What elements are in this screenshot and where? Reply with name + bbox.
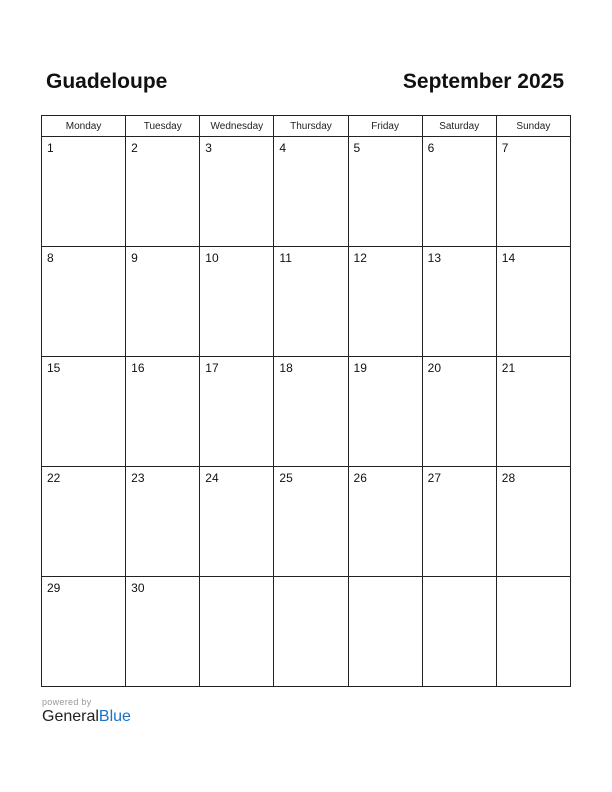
powered-by-text: powered by bbox=[42, 697, 92, 707]
day-number: 13 bbox=[427, 251, 442, 265]
day-cell bbox=[126, 357, 200, 467]
day-number: 3 bbox=[205, 141, 212, 155]
weekday-monday: Monday bbox=[42, 116, 126, 137]
weekday-header-row bbox=[42, 116, 571, 137]
week-row-1 bbox=[42, 137, 571, 247]
day-cell bbox=[200, 577, 274, 687]
day-number: 6 bbox=[427, 141, 435, 155]
week-row-2 bbox=[42, 247, 571, 357]
day-cell bbox=[200, 357, 274, 467]
day-number: 18 bbox=[279, 361, 293, 375]
day-cell bbox=[42, 577, 126, 687]
day-cell bbox=[274, 577, 348, 687]
day-cell bbox=[126, 577, 200, 687]
day-cell bbox=[496, 467, 570, 577]
region-title: Guadeloupe bbox=[46, 70, 168, 93]
day-cell bbox=[348, 357, 422, 467]
day-number: 25 bbox=[279, 471, 293, 485]
day-cell bbox=[422, 357, 496, 467]
day-number: 29 bbox=[47, 581, 61, 595]
day-cell bbox=[200, 467, 274, 577]
day-number bbox=[274, 577, 347, 581]
day-cell bbox=[496, 357, 570, 467]
day-number: 20 bbox=[427, 361, 442, 375]
day-cell bbox=[42, 137, 126, 247]
day-cell bbox=[126, 467, 200, 577]
day-cell bbox=[422, 577, 496, 687]
day-number: 21 bbox=[501, 361, 516, 375]
day-number: 24 bbox=[205, 471, 219, 485]
week-row-4 bbox=[42, 467, 571, 577]
day-number: 15 bbox=[47, 361, 61, 375]
day-cell bbox=[42, 357, 126, 467]
day-number: 11 bbox=[279, 251, 292, 265]
day-number: 19 bbox=[353, 361, 367, 375]
day-number: 5 bbox=[353, 141, 361, 155]
day-cell bbox=[42, 467, 126, 577]
day-number bbox=[497, 577, 570, 581]
day-number: 30 bbox=[131, 581, 145, 595]
day-number bbox=[423, 577, 496, 581]
day-number: 22 bbox=[47, 471, 61, 485]
day-number: 10 bbox=[205, 251, 219, 265]
brand-logo[interactable] bbox=[42, 708, 131, 726]
day-number bbox=[349, 577, 422, 581]
day-number bbox=[200, 577, 273, 581]
day-cell bbox=[496, 577, 570, 687]
week-row-3 bbox=[42, 357, 571, 467]
day-cell bbox=[496, 137, 570, 247]
month-title: September 2025 bbox=[402, 70, 564, 93]
day-number: 12 bbox=[353, 251, 367, 265]
day-number: 17 bbox=[205, 361, 219, 375]
day-cell bbox=[200, 247, 274, 357]
calendar-grid bbox=[41, 115, 571, 687]
day-number: 14 bbox=[501, 251, 516, 265]
day-number: 26 bbox=[353, 471, 367, 485]
day-cell bbox=[348, 467, 422, 577]
day-cell bbox=[274, 357, 348, 467]
brand-blue-text: Blue bbox=[98, 708, 131, 725]
day-number: 4 bbox=[279, 141, 287, 155]
day-cell bbox=[42, 247, 126, 357]
day-cell bbox=[274, 467, 348, 577]
day-cell bbox=[126, 137, 200, 247]
day-cell bbox=[422, 137, 496, 247]
day-cell bbox=[348, 577, 422, 687]
week-row-5 bbox=[42, 577, 571, 687]
weekday-thursday: Thursday bbox=[274, 116, 348, 137]
day-cell bbox=[422, 467, 496, 577]
day-cell bbox=[126, 247, 200, 357]
footer-branding bbox=[42, 697, 131, 726]
weekday-saturday: Saturday bbox=[422, 116, 496, 137]
weekday-tuesday: Tuesday bbox=[126, 116, 200, 137]
brand-general-text: General bbox=[42, 708, 99, 725]
day-number: 2 bbox=[131, 141, 138, 155]
day-number: 9 bbox=[131, 251, 138, 265]
day-cell bbox=[274, 247, 348, 357]
day-number: 23 bbox=[131, 471, 145, 485]
day-cell bbox=[200, 137, 274, 247]
day-number: 8 bbox=[47, 251, 54, 265]
day-number: 16 bbox=[131, 361, 145, 375]
weekday-sunday: Sunday bbox=[496, 116, 570, 137]
day-number: 7 bbox=[501, 141, 509, 155]
weekday-friday: Friday bbox=[348, 116, 422, 137]
day-number: 28 bbox=[501, 471, 516, 485]
day-cell bbox=[496, 247, 570, 357]
day-cell bbox=[274, 137, 348, 247]
day-number: 1 bbox=[47, 141, 54, 155]
day-number: 27 bbox=[427, 471, 442, 485]
day-cell bbox=[348, 247, 422, 357]
weekday-wednesday: Wednesday bbox=[200, 116, 274, 137]
day-cell bbox=[422, 247, 496, 357]
day-cell bbox=[348, 137, 422, 247]
